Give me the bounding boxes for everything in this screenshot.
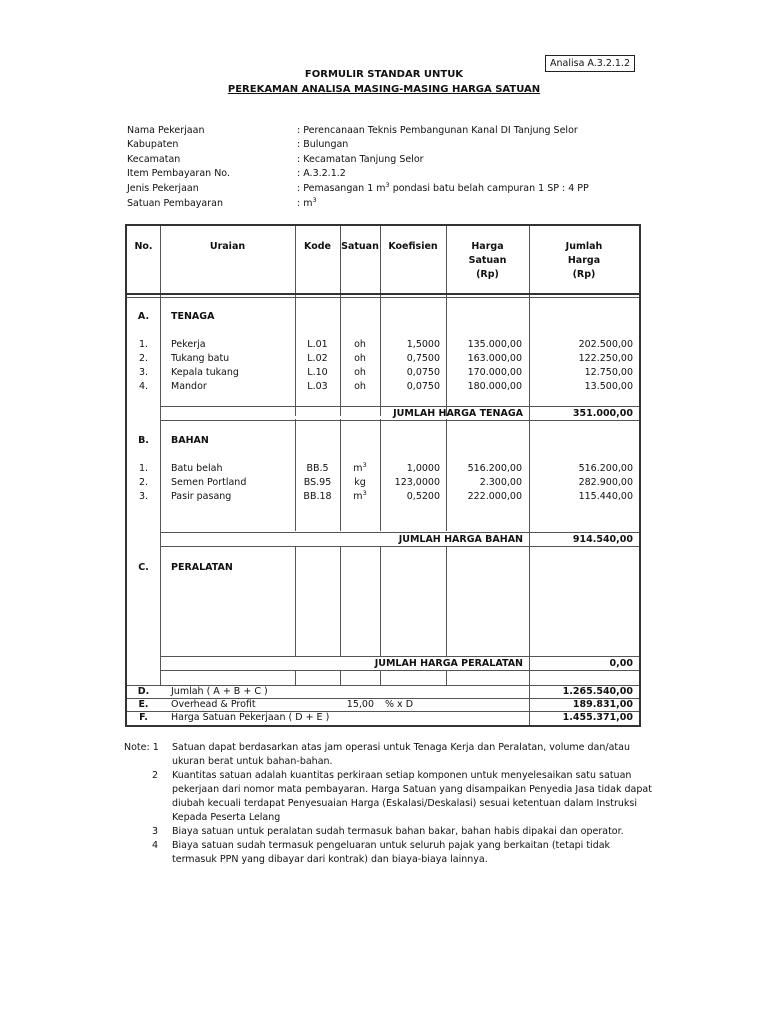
- info-value: [297, 180, 589, 194]
- header-kode: Kode: [304, 241, 331, 252]
- note-number: 4: [151, 840, 158, 851]
- header-satuan: Satuan: [341, 241, 379, 252]
- row-no: 4.: [138, 381, 149, 392]
- row-jumlah: 282.900,00: [578, 477, 633, 488]
- summary-letter-f: F.: [139, 712, 148, 723]
- row-harga: 180.000,00: [467, 381, 522, 392]
- jenis-text-pre: : Pemasangan 1 m: [297, 182, 386, 194]
- col-divider: [340, 670, 341, 685]
- row-harga: 163.000,00: [467, 353, 522, 364]
- subtotal-label-peralatan: JUMLAH HARGA PERALATAN: [374, 658, 523, 669]
- row-satuan: kg: [354, 477, 366, 488]
- note-text: Kuantitas satuan adalah kuantitas perkiraan setiap komponen untuk menyelesaikan satu satuan pekerjaan dari nomor mata pembayaran. Harga Satuan yang disampaikan Penyedia Jasa tidak dapat diubah kecuali terdapat Penyesuaian Harga (Eskalasi/Deskalasi) sesuai ketentuan dalam Instruksi Kepada Peserta Lelang: [172, 770, 652, 823]
- row-harga: 2.300,00: [479, 477, 522, 488]
- header-line: Satuan: [468, 255, 507, 266]
- header-line: (Rp): [476, 269, 499, 280]
- row-no: 2.: [138, 353, 149, 364]
- header-line: Harga: [471, 241, 504, 252]
- note-item: [124, 741, 652, 769]
- row-satuan: oh: [354, 339, 366, 350]
- row-harga: 222.000,00: [467, 491, 522, 502]
- subtotal-label-bahan: JUMLAH HARGA BAHAN: [398, 534, 523, 545]
- section-letter: C.: [138, 562, 149, 573]
- col-divider: [295, 419, 296, 531]
- row-jumlah: 516.200,00: [578, 463, 633, 474]
- row-divider: [160, 532, 639, 533]
- info-value: : Bulungan: [297, 139, 349, 151]
- header-line: (Rp): [572, 269, 596, 280]
- satuan-text: : m: [297, 197, 313, 209]
- summary-label-d: Jumlah ( A + B + C ): [171, 686, 268, 697]
- info-label: Kabupaten: [127, 139, 179, 151]
- col-divider: [295, 546, 296, 656]
- info-value: : A.3.2.1.2: [297, 168, 346, 180]
- info-label: Item Pembayaran No.: [127, 168, 230, 180]
- info-label: Kecamatan: [127, 153, 181, 165]
- row-uraian: Pasir pasang: [171, 491, 232, 502]
- row-no: 2.: [138, 477, 149, 488]
- col-divider: [380, 546, 381, 656]
- row-jumlah: 12.750,00: [584, 367, 633, 378]
- row-divider: [127, 297, 639, 298]
- note-item: [124, 769, 652, 825]
- col-divider: [340, 419, 341, 531]
- analysis-code-box: Analisa A.3.2.1.2: [545, 55, 635, 72]
- note-item: [124, 839, 652, 867]
- unit-text: m: [353, 463, 363, 474]
- row-koefisien: 1,0000: [406, 463, 440, 474]
- summary-letter-d: D.: [137, 686, 150, 697]
- info-value: [297, 195, 317, 209]
- col-divider: [446, 546, 447, 656]
- row-no: 1.: [138, 463, 149, 474]
- overhead-formula: % x D: [385, 699, 414, 710]
- row-satuan: oh: [354, 381, 366, 392]
- col-divider: [295, 670, 296, 685]
- superscript: 3: [362, 488, 367, 497]
- superscript: 3: [362, 460, 367, 469]
- row-koefisien: 0,5200: [406, 491, 440, 502]
- row-koefisien: 0,0750: [406, 381, 440, 392]
- summary-label-e: Overhead & Profit: [171, 699, 256, 710]
- row-divider: [160, 656, 639, 657]
- info-label: Nama Pekerjaan: [127, 125, 205, 136]
- header-uraian: Uraian: [209, 241, 246, 252]
- row-satuan: [340, 488, 380, 502]
- superscript: 3: [312, 195, 317, 204]
- header-line: Harga: [567, 255, 601, 266]
- col-divider: [380, 419, 381, 531]
- summary-value-e: 189.831,00: [572, 699, 633, 710]
- note-number: 3: [151, 826, 158, 837]
- row-harga: 516.200,00: [467, 463, 522, 474]
- row-harga: 170.000,00: [467, 367, 522, 378]
- info-value: : Kecamatan Tanjung Selor: [297, 153, 424, 165]
- row-divider: [160, 546, 639, 547]
- note-item: [124, 825, 652, 839]
- jenis-text-post: pondasi batu belah campuran 1 SP : 4 PP: [389, 182, 589, 194]
- note-text: Biaya satuan untuk peralatan sudah termasuk bahan bakar, bahan habis dipakai dan operator.: [172, 826, 624, 837]
- section-letter: B.: [138, 435, 149, 446]
- row-harga: 135.000,00: [467, 339, 522, 350]
- notes-section: [124, 741, 652, 867]
- row-satuan: [340, 460, 380, 474]
- row-koefisien: 123,0000: [394, 477, 440, 488]
- row-uraian: Kepala tukang: [171, 367, 239, 378]
- row-koefisien: 1,5000: [406, 339, 440, 350]
- subtotal-value-bahan: 914.540,00: [572, 534, 633, 545]
- row-kode: BS.95: [303, 477, 332, 488]
- col-divider: [340, 546, 341, 656]
- row-jumlah: 202.500,00: [578, 339, 633, 350]
- row-kode: L.03: [307, 381, 328, 392]
- overhead-percentage: 15,00: [346, 699, 374, 710]
- note-prefix: Note: 1: [124, 742, 159, 753]
- form-subtitle: PEREKAMAN ANALISA MASING-MASING HARGA SATUAN: [227, 84, 541, 95]
- section-title: PERALATAN: [171, 562, 233, 573]
- row-kode: BB.18: [303, 491, 332, 502]
- header-jumlah-harga: [529, 240, 639, 282]
- info-label: Jenis Pekerjaan: [127, 182, 199, 194]
- row-no: 1.: [138, 339, 149, 350]
- note-text: Biaya satuan sudah termasuk pengeluaran untuk seluruh pajak yang berkaitan (tetapi tidak termasuk PPN yang dibayar dari kontrak) dan biaya-biaya lainnya.: [172, 840, 611, 865]
- row-kode: L.01: [307, 339, 328, 350]
- note-text: Satuan dapat berdasarkan atas jam operasi untuk Tenaga Kerja dan Peralatan, volume dan/atau ukuran berat untuk bahan-bahan.: [172, 742, 630, 767]
- row-uraian: Batu belah: [171, 463, 223, 474]
- section-title: BAHAN: [171, 435, 209, 446]
- form-title: FORMULIR STANDAR UNTUK: [304, 69, 464, 80]
- summary-letter-e: E.: [138, 699, 149, 710]
- section-letter: A.: [137, 311, 150, 322]
- col-divider: [529, 226, 530, 725]
- row-jumlah: 115.440,00: [578, 491, 633, 502]
- row-satuan: oh: [354, 367, 366, 378]
- row-kode: L.10: [307, 367, 328, 378]
- row-jumlah: 13.500,00: [584, 381, 633, 392]
- row-divider: [160, 406, 639, 407]
- unit-text: m: [353, 491, 363, 502]
- summary-value-f: 1.455.371,00: [562, 712, 633, 723]
- section-title: TENAGA: [171, 311, 215, 322]
- subtotal-value-tenaga: 351.000,00: [572, 408, 633, 419]
- row-divider: [160, 670, 639, 671]
- row-uraian: Mandor: [171, 381, 207, 392]
- row-divider: [127, 293, 639, 295]
- note-number: 2: [151, 770, 158, 781]
- row-koefisien: 0,0750: [406, 367, 440, 378]
- row-uraian: Pekerja: [171, 339, 206, 350]
- row-kode: L.02: [307, 353, 328, 364]
- row-koefisien: 0,7500: [406, 353, 440, 364]
- subtotal-value-peralatan: 0,00: [609, 658, 633, 669]
- row-jumlah: 122.250,00: [578, 353, 633, 364]
- summary-label-f: Harga Satuan Pekerjaan ( D + E ): [171, 712, 330, 723]
- analysis-table: [125, 224, 641, 727]
- info-value: : Perencanaan Teknis Pembangunan Kanal DI Tanjung Selor: [297, 125, 578, 136]
- col-divider: [446, 419, 447, 531]
- row-kode: BB.5: [306, 463, 329, 474]
- row-divider: [160, 420, 639, 421]
- superscript: 3: [385, 180, 390, 189]
- row-uraian: Tukang batu: [171, 353, 230, 364]
- row-satuan: oh: [354, 353, 366, 364]
- row-uraian: Semen Portland: [171, 477, 247, 488]
- info-label: Satuan Pembayaran: [127, 197, 223, 209]
- header-harga-satuan: [446, 240, 529, 282]
- col-divider: [446, 670, 447, 685]
- header-koefisien: Koefisien: [388, 241, 438, 252]
- summary-value-d: 1.265.540,00: [562, 686, 633, 697]
- header-line: Jumlah: [565, 241, 603, 252]
- header-no: No.: [134, 241, 153, 252]
- subtotal-label-tenaga: JUMLAH HARGA TENAGA: [393, 408, 523, 419]
- row-no: 3.: [138, 367, 149, 378]
- col-divider: [380, 670, 381, 685]
- row-no: 3.: [138, 491, 149, 502]
